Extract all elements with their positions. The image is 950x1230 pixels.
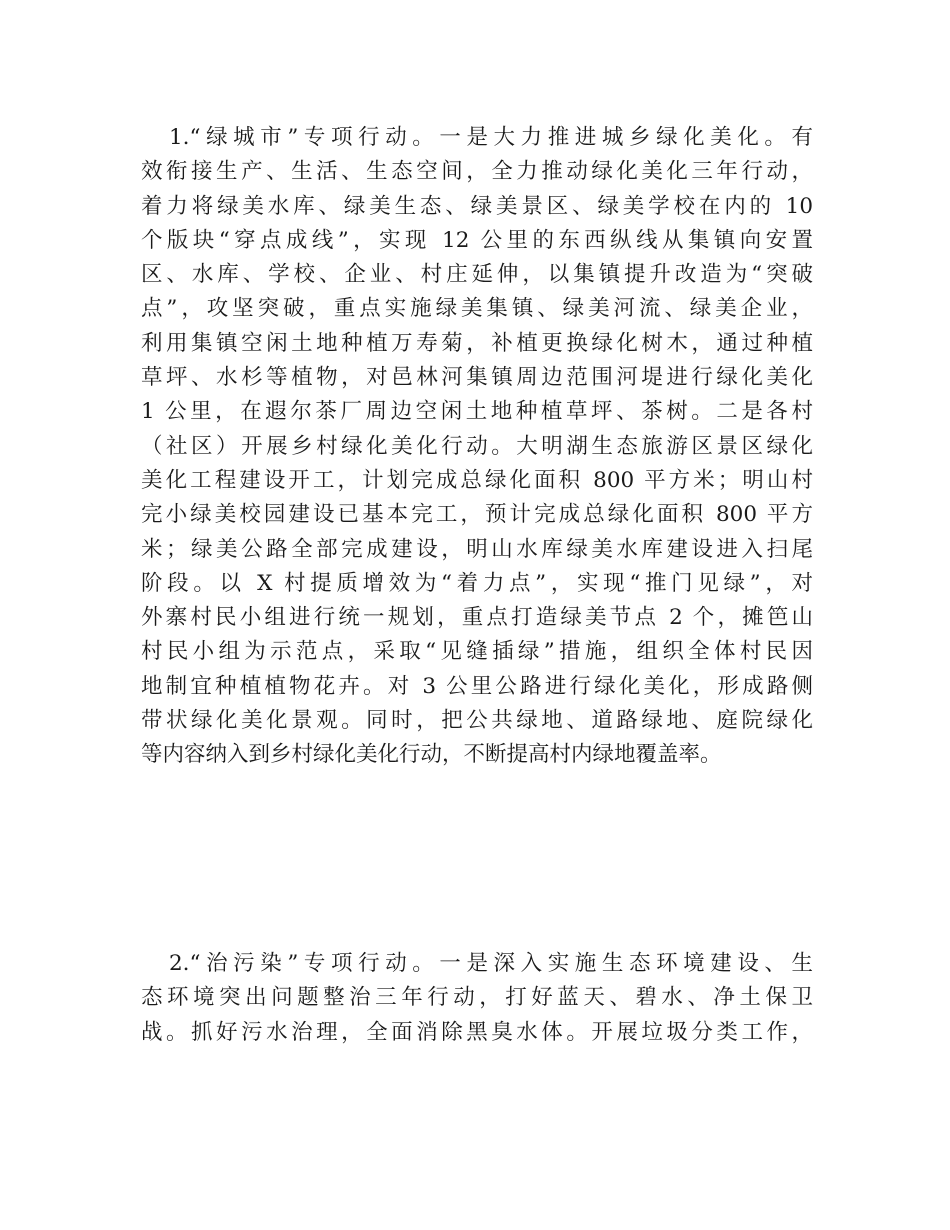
paragraph-line: 个版块“穿点成线”，实现 12 公里的东西纵线从集镇向安置 [141, 227, 813, 253]
paragraph-line: 着力将绿美水库、绿美生态、绿美景区、绿美学校在内的 10 [141, 193, 813, 219]
paragraph-line: 1 公里，在遐尔茶厂周边空闲土地种植草坪、茶树。二是各村 [141, 399, 813, 425]
paragraph-line: 等内容纳入到乡村绿化美化行动，不断提高村内绿地覆盖率。 [141, 742, 722, 768]
paragraph-line: 米；绿美公路全部完成建设，明山水库绿美水库建设进入扫尾 [141, 536, 813, 562]
paragraph-line: 态环境突出问题整治三年行动，打好蓝天、碧水、净土保卫 [141, 985, 813, 1011]
paragraph-line: 带状绿化美化景观。同时，把公共绿地、道路绿地、庭院绿化 [141, 708, 813, 734]
paragraph-line: 阶段。以 X 村提质增效为“着力点”，实现“推门见绿”，对 [141, 570, 813, 596]
paragraph-line: 草坪、水杉等植物，对邑林河集镇周边范围河堤进行绿化美化 [141, 365, 813, 391]
paragraph-line: 点”，攻坚突破，重点实施绿美集镇、绿美河流、绿美企业， [141, 296, 813, 322]
paragraph-line: 村民小组为示范点，采取“见缝插绿”措施，组织全体村民因 [141, 639, 813, 665]
paragraph-line: 1.“绿城市”专项行动。一是大力推进城乡绿化美化。有 [169, 125, 813, 150]
paragraph-control-pollution [141, 947, 813, 1050]
paragraph-line: 2.“治污染”专项行动。一是深入实施生态环境建设、生 [169, 951, 813, 976]
paragraph-line: 战。抓好污水治理，全面消除黑臭水体。开展垃圾分类工作， [141, 1019, 813, 1045]
paragraph-line: 地制宜种植植物花卉。对 3 公里公路进行绿化美化，形成路侧 [141, 673, 813, 699]
paragraph-line: 区、水库、学校、企业、村庄延伸，以集镇提升改造为“突破 [141, 262, 813, 288]
paragraph-line: 利用集镇空闲土地种植万寿菊，补植更换绿化树木，通过种植 [141, 330, 813, 356]
paragraph-green-city [141, 121, 813, 773]
paragraph-line: 效衔接生产、生活、生态空间，全力推动绿化美化三年行动， [141, 159, 813, 185]
paragraph-line: 外寨村民小组进行统一规划，重点打造绿美节点 2 个，摊笆山 [141, 605, 813, 631]
paragraph-line: 美化工程建设开工，计划完成总绿化面积 800 平方米；明山村 [141, 467, 813, 493]
paragraph-line: 完小绿美校园建设已基本完工，预计完成总绿化面积 800 平方 [141, 502, 813, 528]
paragraph-line: （社区）开展乡村绿化美化行动。大明湖生态旅游区景区绿化 [141, 433, 813, 459]
